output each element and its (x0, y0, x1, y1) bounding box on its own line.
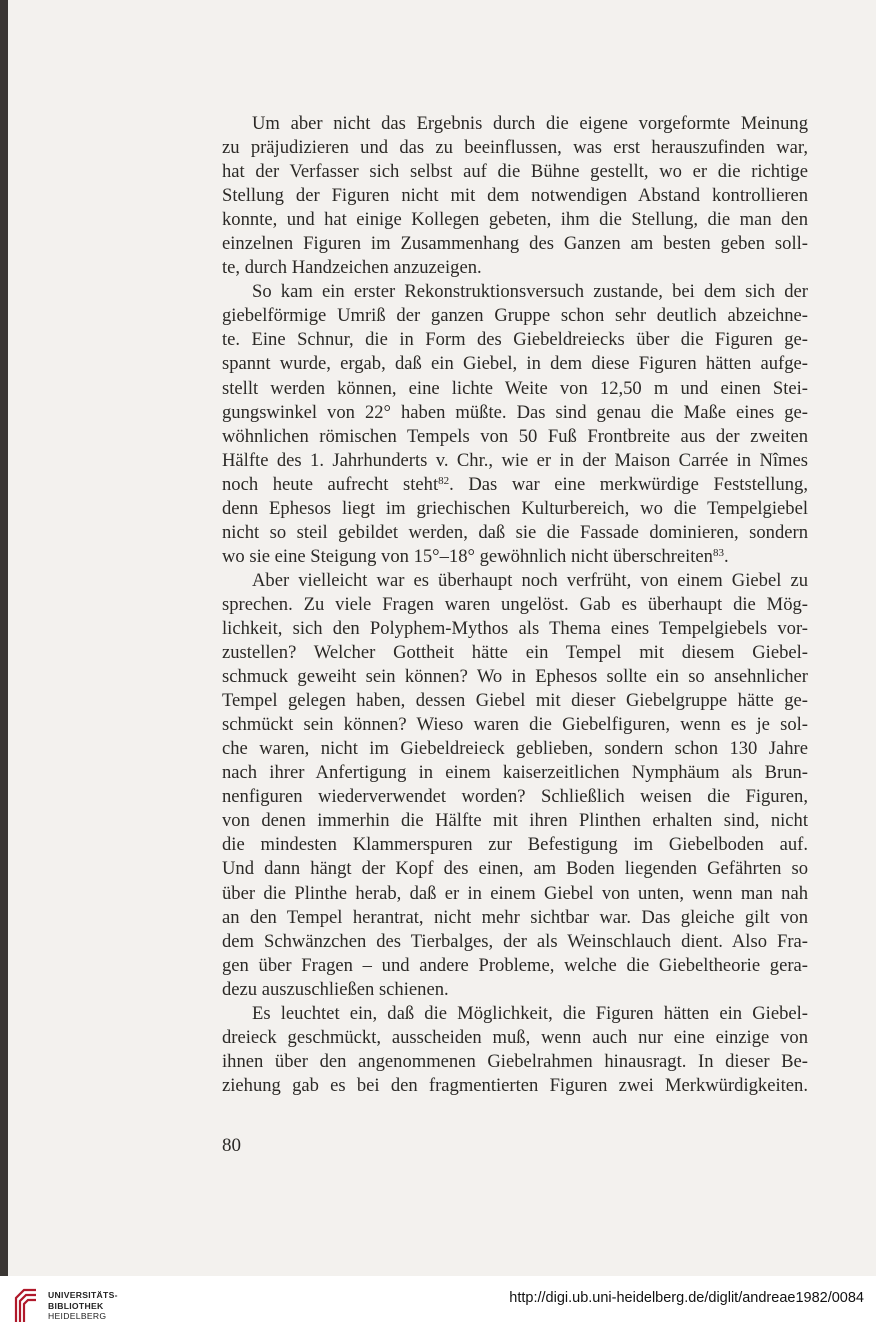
text-line: einzelnen Figuren im Zusammenhang des Ganzen am besten geben soll- (222, 233, 808, 255)
logo-line-2: BIBLIOTHEK (48, 1300, 104, 1311)
text-line: Es leuchtet ein, daß die Möglichkeit, die Figuren hätten ein Giebel- (252, 1002, 808, 1024)
text-line: spannt wurde, ergab, daß ein Giebel, in dem diese Figuren hätten aufge- (222, 353, 808, 375)
text-fragment: wo sie eine Steigung von 15°–18° gewöhnlich nicht überschreiten (222, 545, 713, 567)
text-line: sprechen. Zu viele Fragen waren ungelöst. Gab es überhaupt die Mög- (222, 593, 808, 615)
text-line: zustellen? Welcher Gottheit hätte ein Tempel mit diesem Giebel- (222, 642, 808, 664)
text-line: stellt werden können, eine lichte Weite von 12,50 m und einen Stei- (222, 377, 808, 399)
text-line: dem Schwänzchen des Tierbalges, der als Weinschlauch dient. Also Fra- (222, 930, 808, 952)
source-url-link[interactable]: http://digi.ub.uni-heidelberg.de/diglit/andreae1982/0084 (509, 1290, 864, 1306)
text-line: Um aber nicht das Ergebnis durch die eigene vorgeformte Meinung (252, 113, 808, 134)
text-line: So kam ein erster Rekonstruktionsversuch zustande, bei dem sich der (252, 281, 808, 303)
text-line: an den Tempel herantrat, nicht mehr sichtbar war. Das gleiche gilt von (222, 906, 808, 928)
text-line: nach ihrer Anfertigung in einem kaiserzeitlichen Nymphäum als Brun- (222, 762, 808, 784)
text-line: nenfiguren wiederverwendet worden? Schließlich weisen die Figuren, (222, 786, 808, 808)
text-line: gen über Fragen – und andere Probleme, welche die Giebeltheorie gera- (222, 954, 808, 976)
logo-line-3: HEIDELBERG (48, 1311, 107, 1321)
body-text (222, 112, 808, 1098)
text-line: te, durch Handzeichen anzuzeigen. (222, 257, 482, 279)
text-line: Und dann hängt der Kopf des einen, am Boden liegenden Gefährten so (222, 858, 808, 880)
text-fragment: . (723, 545, 729, 567)
text-line: che waren, nicht im Giebeldreieck geblieben, sondern schon 130 Jahre (222, 738, 808, 760)
text-line: te. Eine Schnur, die in Form des Giebeldreiecks über die Figuren ge- (222, 329, 808, 351)
text-fragment: noch heute aufrecht steht (222, 473, 439, 495)
text-fragment: . Das war eine merkwürdige Feststellung, (449, 473, 808, 495)
text-line: Hälfte des 1. Jahrhunderts v. Chr., wie er in der Maison Carrée in Nîmes (222, 449, 808, 471)
logo-line-1: UNIVERSITÄTS- (48, 1290, 118, 1300)
text-line: über die Plinthe herab, daß er in einem Giebel von unten, wenn man nah (222, 882, 808, 904)
text-line: Stellung der Figuren nicht mit dem notwendigen Abstand kontrollieren (222, 185, 808, 207)
library-name (48, 1290, 118, 1322)
text-line: Aber vielleicht war es überhaupt noch verfrüht, von einem Giebel zu (252, 569, 808, 591)
text-line: Tempel gelegen haben, dessen Giebel mit dieser Giebelgruppe hätte ge- (222, 690, 808, 712)
text-line: dezu auszuschließen schienen. (222, 978, 449, 1000)
text-line: wöhnlichen römischen Tempels von 50 Fuß Frontbreite aus der zweiten (222, 425, 808, 447)
text-line: von denen immerhin die Hälfte mit ihren Plinthen erhalten sind, nicht (222, 810, 808, 832)
university-library-logo-icon (10, 1284, 40, 1324)
text-line: giebelförmige Umriß der ganzen Gruppe schon sehr deutlich abzeichne- (222, 305, 808, 327)
footnote-ref-82: 82 (438, 474, 450, 487)
text-line-with-footnote (222, 545, 808, 569)
text-line: zu präjudizieren und das zu beeinflussen, was erst herauszufinden war, (222, 137, 808, 159)
footer-bar (0, 1276, 876, 1339)
text-line: hat der Verfasser sich selbst auf die Bühne gestellt, wo er die richtige (222, 161, 808, 183)
text-line: gungswinkel von 22° haben müßte. Das sind genau die Maße eines ge- (222, 401, 808, 423)
text-line: dreieck geschmückt, ausscheiden muß, wenn auch nur eine einzige von (222, 1026, 808, 1048)
text-line: denn Ephesos liegt im griechischen Kulturbereich, wo die Tempelgiebel (222, 497, 808, 519)
text-line: die mindesten Klammerspuren zur Befestigung im Giebelboden auf. (222, 834, 808, 856)
text-line-with-footnote (222, 473, 808, 497)
text-line: nicht so steil gebildet werden, daß sie die Fassade dominieren, sondern (222, 521, 808, 543)
page-edge (0, 0, 8, 1339)
text-line: ihnen über den angenommenen Giebelrahmen hinausragt. In dieser Be- (222, 1050, 808, 1072)
text-line: ziehung gab es bei den fragmentierten Figuren zwei Merkwürdigkeiten. (222, 1074, 808, 1096)
text-line: lichkeit, sich den Polyphem-Mythos als Thema eines Tempelgiebels vor- (222, 617, 808, 639)
text-line: konnte, und hat einige Kollegen gebeten, ihm die Stellung, die man den (222, 209, 808, 231)
text-line: schmückt sein können? Wieso waren die Giebelfiguren, wenn es je sol- (222, 714, 808, 736)
footnote-ref-83: 83 (712, 546, 724, 559)
text-line: schmuck geweiht sein können? Wo in Ephesos sollte ein so ansehnlicher (222, 666, 808, 688)
page-number: 80 (222, 1135, 241, 1156)
